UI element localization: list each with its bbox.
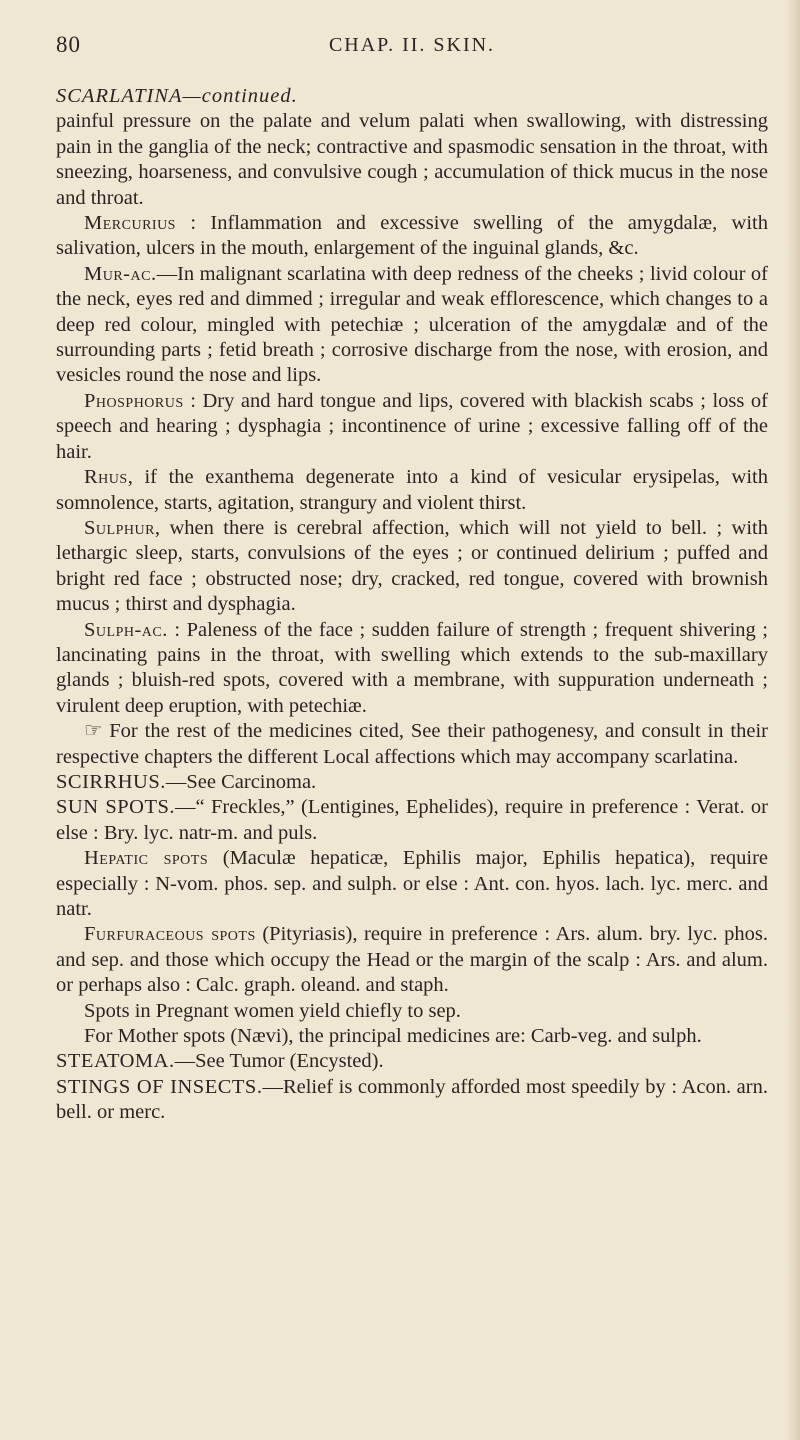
paragraph-continued — [56, 109, 768, 211]
entry-heading: STINGS OF INSECTS. — [56, 1075, 263, 1098]
paragraph-text: : Dry and hard tongue and lips, covered with blackish scabs ; loss of speech and hearing ; dysphagia ; incontinence of urine ; excessive falling off of the hair. — [56, 389, 768, 463]
paragraph-mercurius — [56, 211, 768, 262]
remedy-name: Sulphur — [84, 516, 155, 539]
section-heading: SCARLATINA—continued. — [56, 85, 298, 107]
paragraph-text: , when there is cerebral affection, which will not yield to bell. ; with lethargic sleep, starts, convulsions of the eyes ; or continued delirium ; puffed and bright red face ; obstructed nose; dry, cracked, red tongue, covered with brownish mucus ; thirst and dysphagia. — [56, 516, 768, 616]
paragraph-text: For Mother spots (Nævi), the principal medicines are: Carb-veg. and sulph. — [84, 1025, 702, 1048]
paragraph-phosphorus — [56, 389, 768, 465]
paragraph-text: Spots in Pregnant women yield chiefly to sep. — [84, 999, 461, 1022]
entry-scirrhus — [56, 770, 768, 795]
paragraph-text: —“ Freckles,” (Lentigines, Ephelides), require in preference : Verat. or else : Bry. lyc. natr-m. and puls. — [56, 796, 769, 844]
paragraph-text: For the rest of the medicines cited, See their pathogenesy, and consult in their respective chapters the different Local affections which may accompany scarlatina. — [56, 720, 768, 768]
entry-stings-of-insects — [56, 1075, 768, 1126]
entry-heading: SUN SPOTS. — [56, 796, 176, 819]
paragraph-text: —See Carcinoma. — [165, 770, 317, 793]
entry-steatoma — [56, 1049, 768, 1074]
paragraph-text: (Maculæ hepaticæ, Ephilis major, Ephilis hepatica), require especially : N-vom. phos. sep. and sulph. or else : Ant. con. hyos. lach. lyc. merc. and natr. — [56, 847, 768, 920]
remedy-name: Mercurius — [84, 212, 176, 235]
paragraph-hepatic-spots — [56, 846, 768, 922]
paragraph-text: (Pityriasis), require in preference : Ars. alum. bry. lyc. phos. and sep. and those which occupy the Head or the margin of the scalp : Ars. and alum. or perhaps also : Calc. graph. oleand. and staph. — [56, 923, 768, 997]
paragraph-text: , if the exanthema degenerate into a kind of vesicular erysipelas, with somnolence, starts, agitation, strangury and violent thirst. — [56, 466, 768, 514]
subentry-heading: Hepatic spots — [84, 847, 209, 870]
paragraph-text: —See Tumor (Encysted). — [174, 1050, 384, 1073]
paragraph-text: —Relief is commonly afforded most speedily by : Acon. arn. bell. or merc. — [56, 1075, 768, 1124]
entry-heading: STEATOMA. — [56, 1050, 175, 1073]
remedy-name: Rhus — [84, 466, 128, 489]
running-head: CHAP. II. SKIN. — [328, 34, 496, 56]
paragraph-rhus — [56, 465, 768, 516]
paragraph-sulphur — [56, 516, 768, 618]
page-header — [56, 26, 768, 66]
paragraph-sulph-ac — [56, 618, 768, 720]
pointing-hand-icon: ☞ — [84, 720, 103, 743]
page-number: 80 — [56, 32, 81, 57]
paragraph-text: painful pressure on the palate and velum palati when swallowing, with distressing pain in the ganglia of the neck; contractive and spasmodic sensation in the throat, with sneezing, hoarseness, and convulsive cough ; accumulation of thick mucus in the nose and throat. — [56, 110, 768, 209]
remedy-name: Sulph-ac. — [84, 618, 168, 641]
paragraph-mother-spots — [56, 1024, 768, 1049]
subentry-heading: Furfuraceous spots — [84, 923, 256, 946]
page-body — [56, 84, 768, 1126]
entry-heading: SCIRRHUS. — [56, 770, 166, 793]
paragraph-mur-ac — [56, 262, 768, 389]
paragraph-furfuraceous-spots — [56, 922, 768, 998]
remedy-name: Phosphorus — [84, 389, 184, 412]
entry-sun-spots — [56, 795, 768, 846]
paragraph-pregnant-women — [56, 999, 768, 1024]
paragraph-text: : Inflammation and excessive swelling of the amygdalæ, with salivation, ulcers in the mouth, enlargement of the inguinal glands, &c. — [56, 212, 768, 260]
paragraph-note — [56, 719, 768, 770]
remedy-name: Mur-ac. — [84, 262, 157, 285]
paragraph-text: : Paleness of the face ; sudden failure of strength ; frequent shivering ; lancinating pains in the throat, with swelling which extends to the sub-maxillary glands ; bluish-red spots, covered with a membrane, with suppuration underneath ; virulent deep eruption, with petechiæ. — [56, 618, 768, 717]
paragraph-text: —In malignant scarlatina with deep redness of the cheeks ; livid colour of the neck, eyes red and dimmed ; irregular and weak efflorescence, which changes to a deep red colour, mingled with petechiæ ; ulceration of the amygdalæ and of the surrounding parts ; fetid breath ; corrosive discharge from the nose, with erosion, and vesicles round the nose and lips. — [56, 262, 768, 387]
page-edge — [786, 0, 800, 1440]
